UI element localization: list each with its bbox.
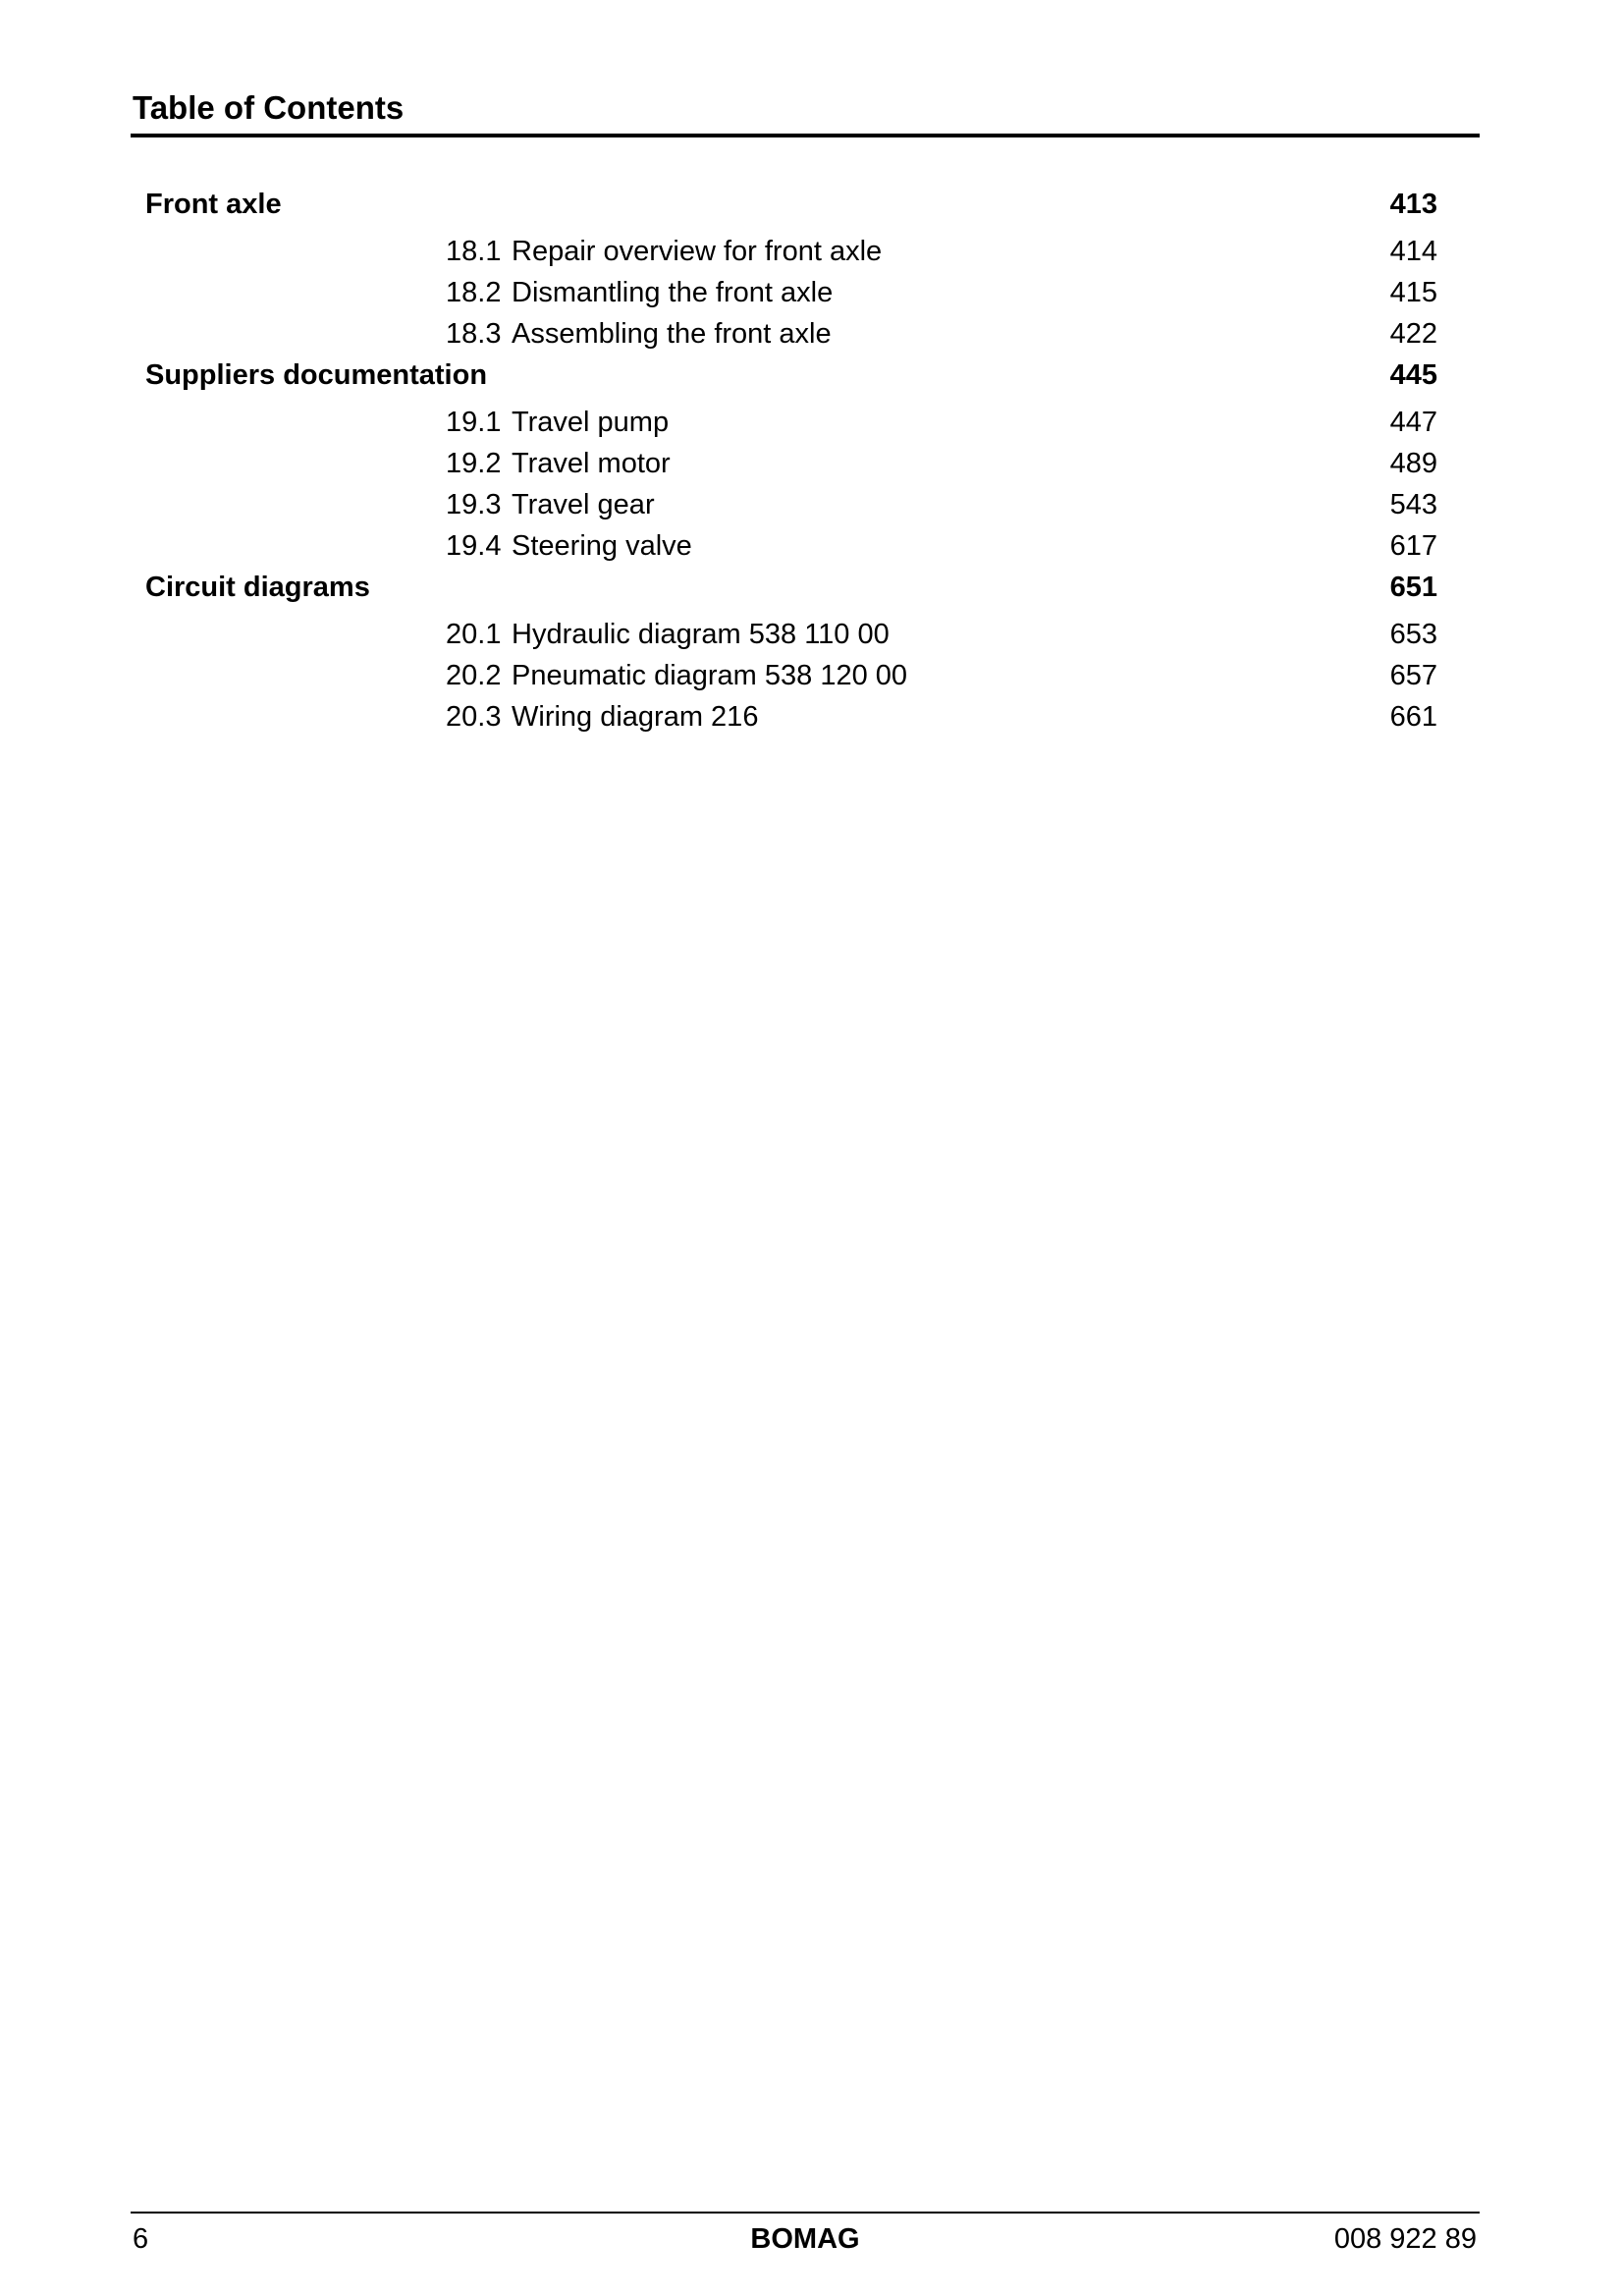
toc-section[interactable] xyxy=(0,656,1622,695)
chapter-title: Front axle xyxy=(145,189,282,220)
section-page-number: 422 xyxy=(1389,318,1437,350)
page-title: Table of Contents xyxy=(133,89,405,126)
section-number: 19.3 xyxy=(446,489,502,520)
section-page-number: 657 xyxy=(1389,660,1437,691)
section-page-number: 489 xyxy=(1389,448,1437,479)
toc-section[interactable] xyxy=(0,526,1622,566)
section-title: Assembling the front axle xyxy=(512,318,832,350)
toc-section[interactable] xyxy=(0,403,1622,442)
section-title: Repair overview for front axle xyxy=(512,236,883,267)
section-number: 19.4 xyxy=(446,530,502,562)
section-title: Travel motor xyxy=(512,448,671,479)
section-number: 18.2 xyxy=(446,277,502,308)
chapter-title: Suppliers documentation xyxy=(145,359,488,391)
section-title: Travel gear xyxy=(512,489,655,520)
section-number: 18.3 xyxy=(446,318,502,350)
footer-brand: BOMAG xyxy=(750,2223,860,2255)
section-number: 19.1 xyxy=(446,407,502,438)
section-number: 20.1 xyxy=(446,619,502,650)
section-page-number: 661 xyxy=(1389,701,1437,733)
section-number: 19.2 xyxy=(446,448,502,479)
toc-chapter-front-axle[interactable] xyxy=(0,185,1622,224)
section-page-number: 414 xyxy=(1389,236,1437,267)
section-number: 20.3 xyxy=(446,701,502,733)
toc-section[interactable] xyxy=(0,615,1622,654)
section-title: Steering valve xyxy=(512,530,692,562)
section-page-number: 617 xyxy=(1389,530,1437,562)
section-page-number: 415 xyxy=(1389,277,1437,308)
section-title: Hydraulic diagram 538 110 00 xyxy=(512,619,890,650)
toc-section[interactable] xyxy=(0,444,1622,483)
toc-section[interactable] xyxy=(0,273,1622,312)
section-page-number: 543 xyxy=(1389,489,1437,520)
toc-section[interactable] xyxy=(0,232,1622,271)
toc-section[interactable] xyxy=(0,485,1622,524)
chapter-page-number: 413 xyxy=(1389,189,1437,220)
chapter-title: Circuit diagrams xyxy=(145,572,370,603)
toc-chapter-circuit-diagrams[interactable] xyxy=(0,568,1622,607)
section-page-number: 447 xyxy=(1389,407,1437,438)
section-number: 18.1 xyxy=(446,236,502,267)
section-title: Travel pump xyxy=(512,407,670,438)
section-number: 20.2 xyxy=(446,660,502,691)
chapter-page-number: 651 xyxy=(1389,572,1437,603)
footer-document-number: 008 922 89 xyxy=(1333,2223,1477,2255)
toc-section[interactable] xyxy=(0,697,1622,737)
toc-chapter-suppliers-documentation[interactable] xyxy=(0,355,1622,395)
chapter-page-number: 445 xyxy=(1389,359,1437,391)
footer-divider xyxy=(131,2212,1480,2214)
footer-page-number: 6 xyxy=(133,2223,149,2255)
section-title: Dismantling the front axle xyxy=(512,277,834,308)
section-title: Pneumatic diagram 538 120 00 xyxy=(512,660,908,691)
title-divider xyxy=(131,134,1480,137)
toc-section[interactable] xyxy=(0,314,1622,354)
section-title: Wiring diagram 216 xyxy=(512,701,759,733)
section-page-number: 653 xyxy=(1389,619,1437,650)
